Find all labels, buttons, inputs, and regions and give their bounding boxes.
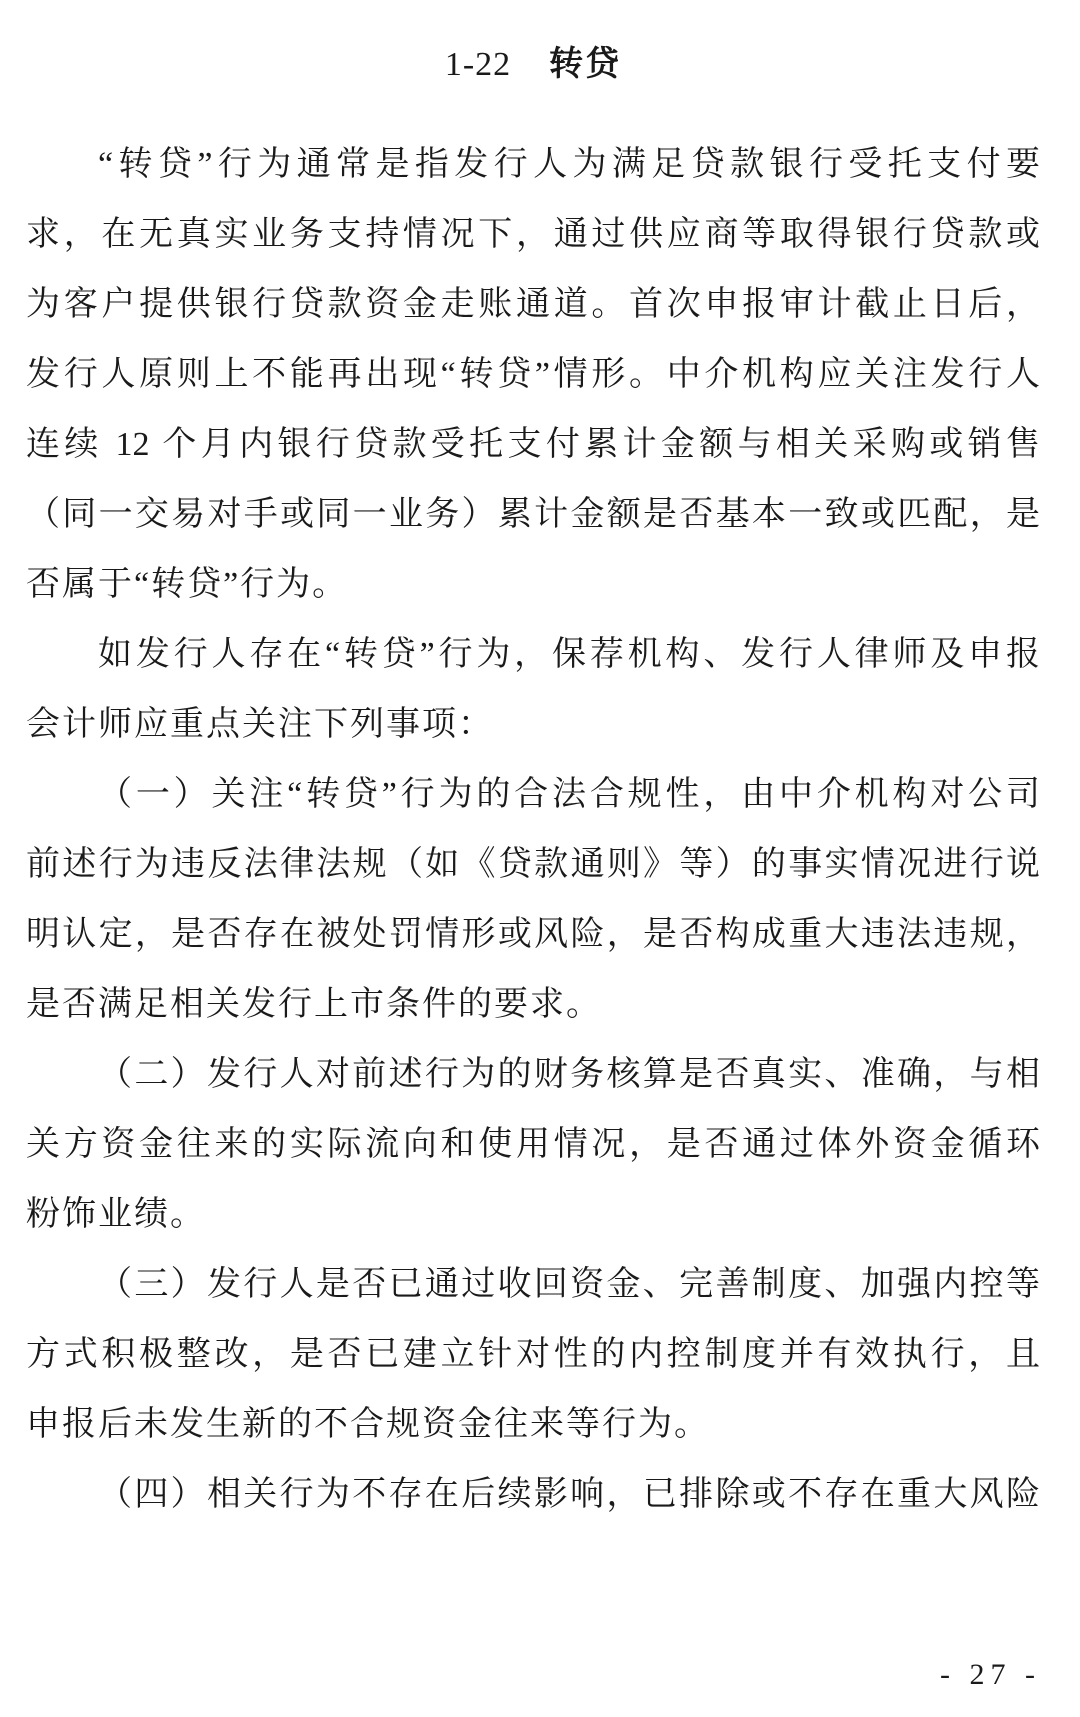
paragraph-4-line-1: （二）发行人对前述行为的财务核算是否真实、准确，与相 bbox=[98, 1056, 1040, 1093]
paragraph-5-line-1: （三）发行人是否已通过收回资金、完善制度、加强内控等 bbox=[98, 1266, 1040, 1303]
text-column bbox=[26, 30, 1040, 1530]
paragraph-1-line-2: 求，在无真实业务支持情况下，通过供应商等取得银行贷款或 bbox=[26, 216, 1040, 253]
paragraph-3-line-1: （一）关注“转贷”行为的合法合规性，由中介机构对公司 bbox=[98, 776, 1040, 813]
paragraph-4-line-2: 关方资金往来的实际流向和使用情况，是否通过体外资金循环 bbox=[26, 1126, 1040, 1163]
paragraph-1-line-4: 发行人原则上不能再出现“转贷”情形。中介机构应关注发行人 bbox=[26, 356, 1040, 393]
paragraph-1-line-1: “转贷”行为通常是指发行人为满足贷款银行受托支付要 bbox=[98, 146, 1040, 183]
paragraph-1 bbox=[26, 130, 1040, 620]
paragraph-2-line-1: 如发行人存在“转贷”行为，保荐机构、发行人律师及申报 bbox=[98, 636, 1040, 673]
paragraph-2 bbox=[26, 620, 1040, 760]
paragraph-6-line-1: （四）相关行为不存在后续影响，已排除或不存在重大风险 bbox=[98, 1476, 1040, 1513]
paragraph-2-line-2: 会计师应重点关注下列事项： bbox=[26, 706, 494, 743]
section-body bbox=[26, 130, 1040, 1530]
paragraph-4 bbox=[26, 1040, 1040, 1250]
section-title: 转贷 bbox=[549, 46, 622, 83]
paragraph-3-line-2: 前述行为违反法律法规（如《贷款通则》等）的事实情况进行说 bbox=[26, 846, 1040, 883]
paragraph-1-line-7: 否属于“转贷”行为。 bbox=[26, 566, 349, 603]
paragraph-5-line-3: 申报后未发生新的不合规资金往来等行为。 bbox=[26, 1406, 710, 1443]
paragraph-3-line-3: 明认定，是否存在被处罚情形或风险，是否构成重大违法违规， bbox=[26, 916, 1040, 953]
page-number: - 27 - bbox=[940, 1658, 1041, 1691]
paragraph-5 bbox=[26, 1250, 1040, 1460]
paragraph-1-line-6: （同一交易对手或同一业务）累计金额是否基本一致或匹配，是 bbox=[26, 496, 1040, 533]
paragraph-5-line-2: 方式积极整改，是否已建立针对性的内控制度并有效执行，且 bbox=[26, 1336, 1040, 1373]
paragraph-3-line-4: 是否满足相关发行上市条件的要求。 bbox=[26, 986, 602, 1023]
paragraph-6 bbox=[26, 1460, 1040, 1530]
section-number: 1-22 bbox=[444, 46, 512, 83]
paragraph-1-line-5: 连续 12 个月内银行贷款受托支付累计金额与相关采购或销售 bbox=[26, 426, 1040, 463]
section-heading bbox=[26, 30, 1040, 100]
paragraph-4-line-3: 粉饰业绩。 bbox=[26, 1196, 206, 1233]
paragraph-3 bbox=[26, 760, 1040, 1040]
paragraph-1-line-3: 为客户提供银行贷款资金走账通道。首次申报审计截止日后， bbox=[26, 286, 1040, 323]
